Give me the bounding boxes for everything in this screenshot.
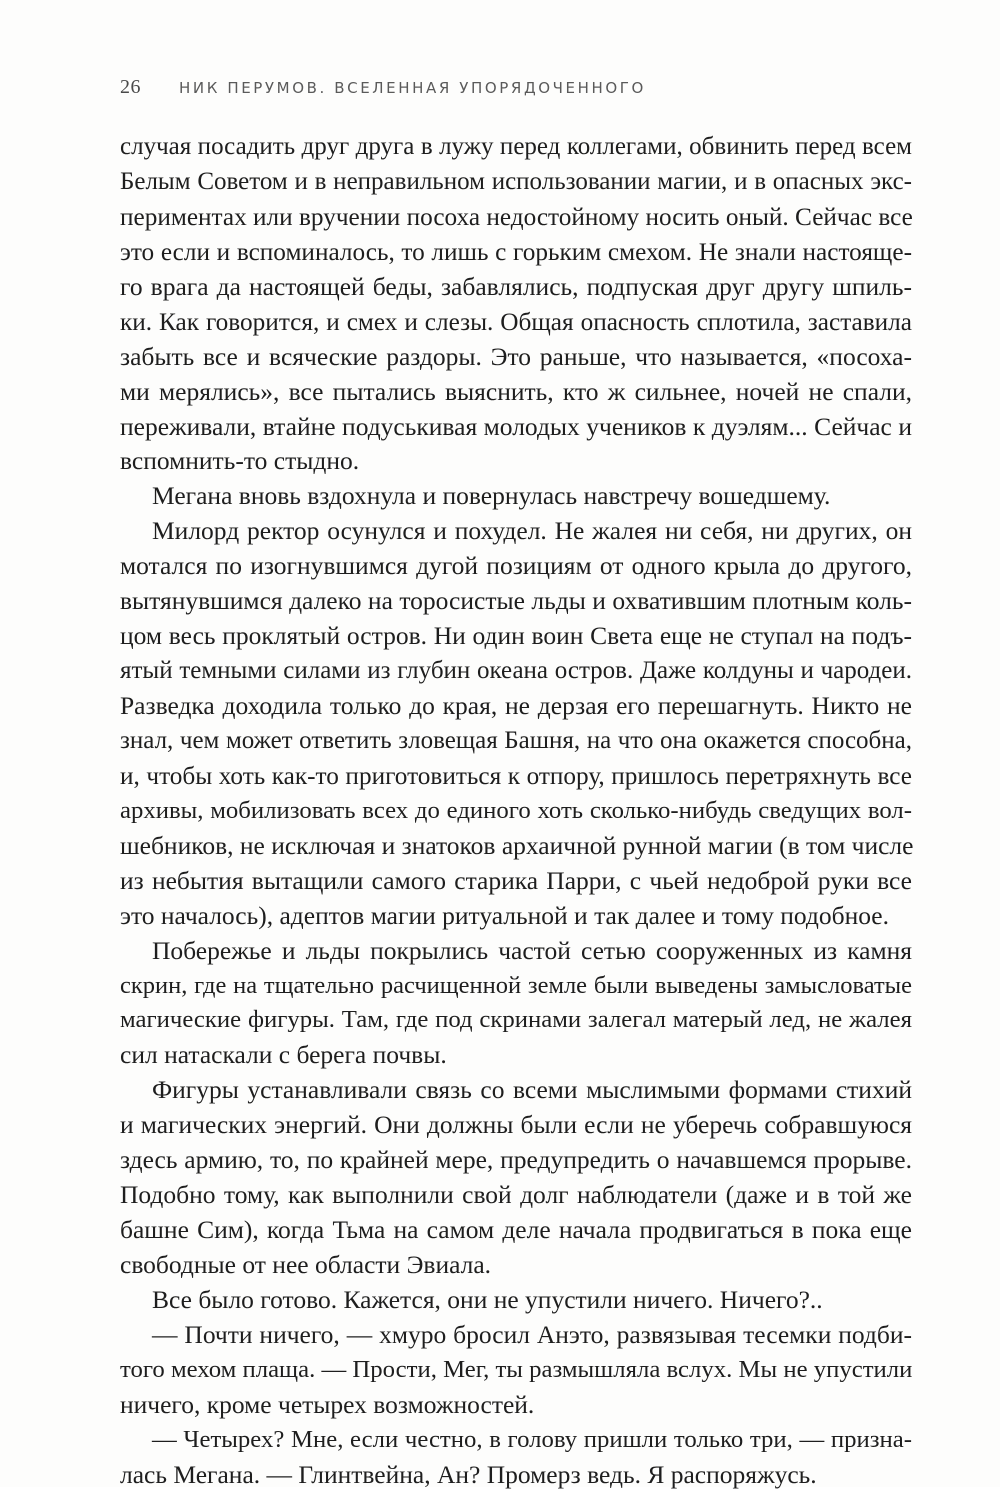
page-number: 26: [120, 76, 141, 98]
text-line: Белым Советом и в неправильном использовании магии, и в опасных экс-: [120, 167, 912, 195]
text-line: вытянувшимся далеко на торосистые льды и охватившим плотным коль-: [120, 586, 912, 616]
text-line: башне Сим), когда Тьма на самом деле начала продвигаться в пока еще: [120, 1215, 912, 1245]
text-line: забыть все и всяческие раздоры. Это раньше, что называется, «посоха-: [120, 341, 912, 371]
text-line: ки. Как говорится, и смех и слезы. Общая опасность сплотила, заставила: [120, 307, 912, 336]
text-line: переживали, втайне подуськивая молодых учеников к дуэлям... Сейчас и: [120, 411, 912, 441]
text-line: сил натаскали с берега почвы.: [120, 1040, 447, 1070]
text-line: го врага да настоящей беды, забавлялись, подпуская друг другу шпиль-: [120, 271, 912, 301]
text-line: и магических энергий. Они должны были если не уберечь собравшуюся: [120, 1110, 912, 1140]
text-line: знал, чем может ответить зловещая Башня, на что она окажется способна,: [120, 726, 912, 754]
text-line: Фигуры устанавливали связь со всеми мыслимыми формами стихий: [152, 1075, 912, 1105]
text-line: и, чтобы хоть как-то приготовиться к отпору, пришлось перетряхнуть все: [120, 761, 912, 790]
text-line: ятый темными силами из глубин океана остров. Даже колдуны и чародеи.: [120, 657, 912, 685]
text-line: шебников, не исключая и знатоков архаичной рунной магии (в том числе: [120, 830, 914, 860]
text-line: это началось), адептов магии ритуальной и так далее и тому подобное.: [120, 900, 889, 930]
text-line: здесь армию, то, по крайней мере, предупредить о начавшемся прорыве.: [120, 1145, 912, 1175]
text-line: — Четырех? Мне, если честно, в голову пришли только три, — призна-: [152, 1425, 912, 1453]
text-line: магические фигуры. Там, где под скринами залегал матерый лед, не жалея: [120, 1006, 912, 1034]
text-line: вспомнить-то стыдно.: [120, 446, 360, 476]
text-line: мотался по изогнувшимся дугой позициям от одного крыла до другого,: [120, 551, 912, 581]
text-line: Мегана вновь вздохнула и повернулась навстречу вошедшему.: [152, 481, 831, 511]
body-text: [120, 130, 912, 1493]
text-line: ми мерялись», все пытались выяснить, кто ж сильнее, ночей не спали,: [120, 376, 912, 406]
book-title: НИК ПЕРУМОВ. ВСЕЛЕННАЯ УПОРЯДОЧЕННОГО: [179, 79, 646, 97]
text-line: Милорд ректор осунулся и похудел. Не жалея ни себя, ни других, он: [152, 516, 912, 546]
text-line: Побережье и льды покрылись частой сетью сооруженных из камня: [152, 935, 912, 965]
text-line: случая посадить друг друга в лужу перед коллегами, обвинить перед всем: [120, 133, 912, 160]
text-line: лась Мегана. — Глинтвейна, Ан? Промерз ведь. Я распоряжусь.: [120, 1459, 817, 1489]
running-head: [120, 76, 920, 106]
text-line: Разведка доходила только до края, не дерзая его перешагнуть. Никто не: [120, 691, 912, 720]
text-line: это если и вспоминалось, то лишь с горьким смехом. Не знали настояще-: [120, 237, 912, 266]
text-line: Все было готово. Кажется, они не упустили ничего. Ничего?..: [152, 1284, 823, 1314]
text-line: того мехом плаща. — Прости, Мег, ты размышляла вслух. Мы не упустили: [120, 1355, 913, 1383]
text-line: цом весь проклятый остров. Ни один воин Света еще не ступал на подъ-: [120, 621, 912, 651]
text-line: — Почти ничего, — хмуро бросил Анэто, развязывая тесемки подби-: [152, 1319, 912, 1349]
text-line: свободные от нее области Эвиала.: [120, 1250, 492, 1279]
text-line: архивы, мобилизовать всех до единого хоть сколько-нибудь сведущих вол-: [120, 796, 912, 824]
text-line: скрин, где на тщательно расчищенной земле были выведены замысловатые: [120, 971, 912, 999]
text-line: периментах или вручении посоха недостойному носить оный. Сейчас все: [120, 202, 913, 231]
text-line: из небытия вытащили самого старика Парри, с чьей недоброй руки все: [120, 865, 912, 895]
text-line: Подобно тому, как выполнили свой долг наблюдатели (даже и в той же: [120, 1180, 912, 1210]
text-line: ничего, кроме четырех возможностей.: [120, 1389, 535, 1419]
